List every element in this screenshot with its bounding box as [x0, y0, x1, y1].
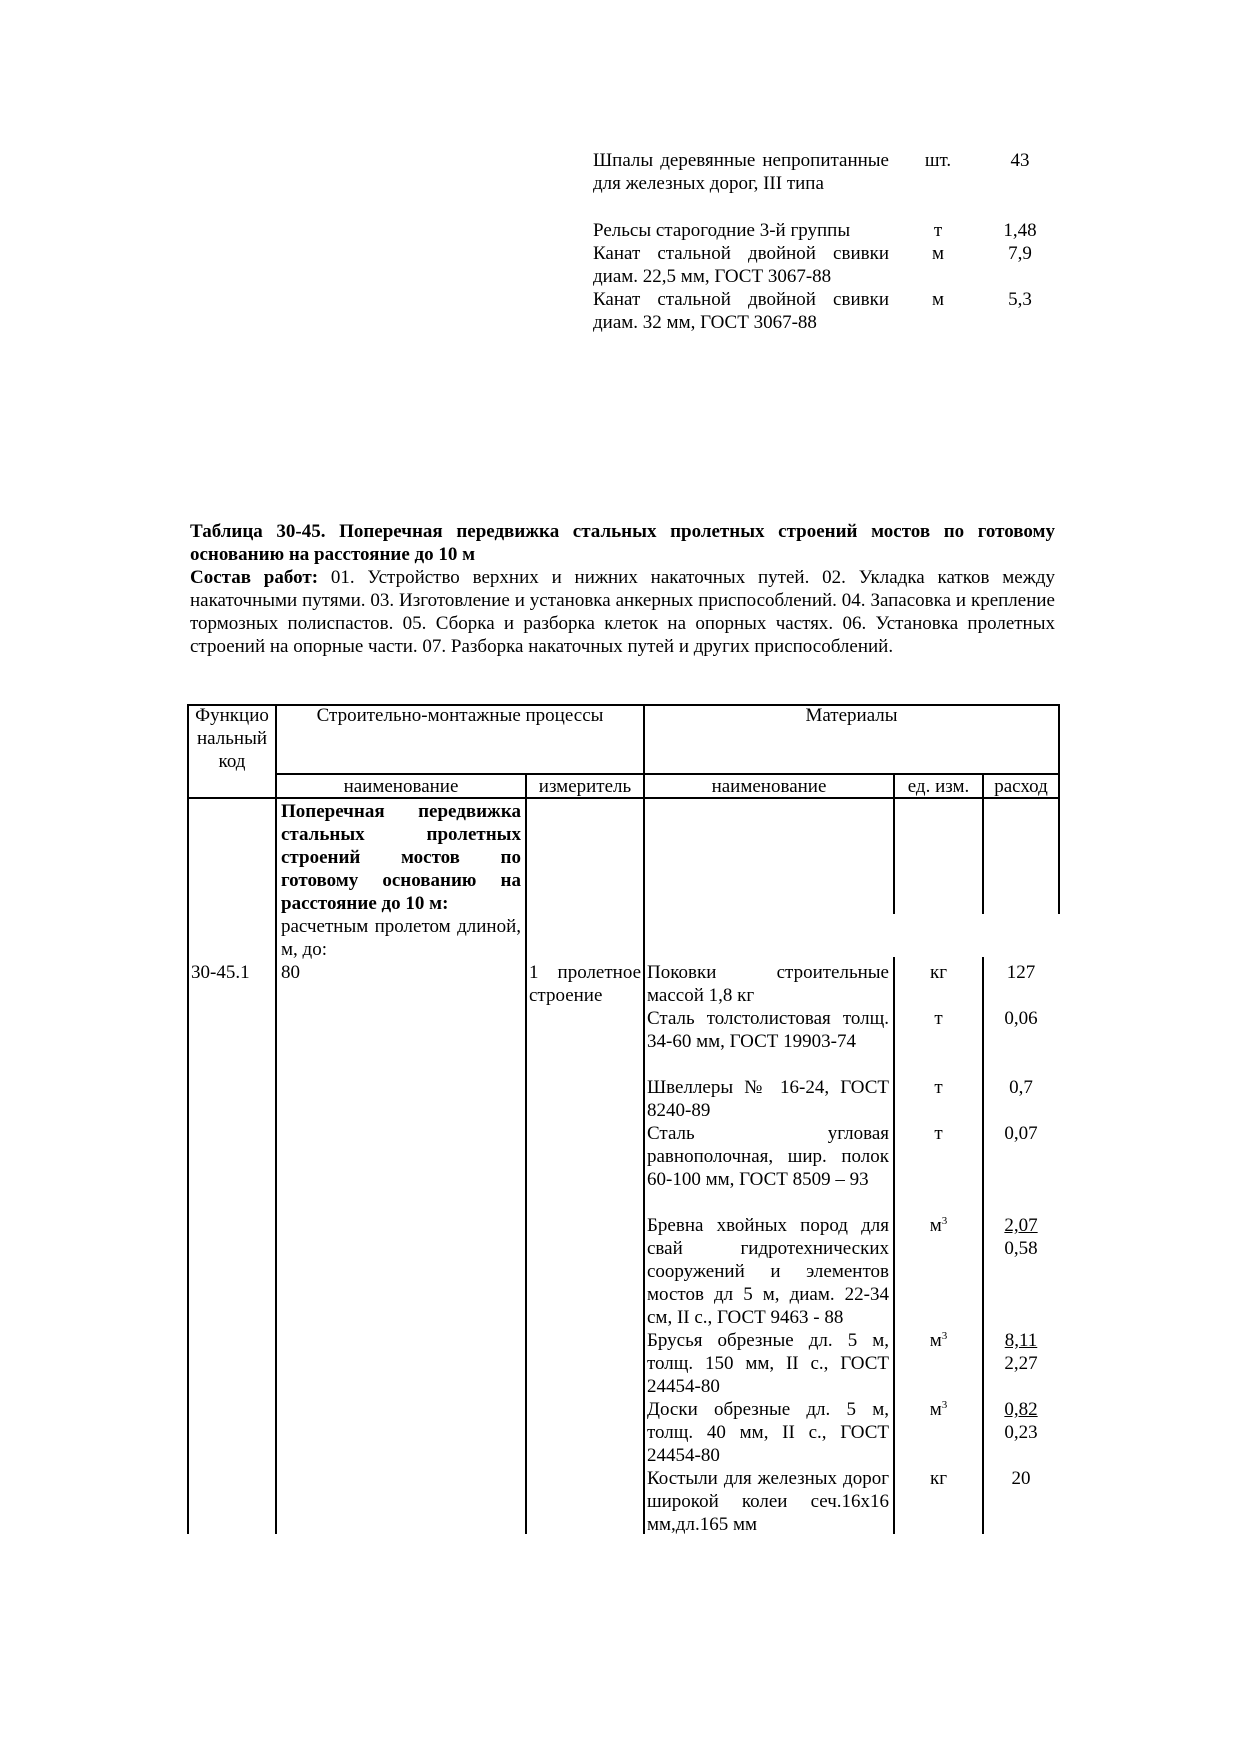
group-subtitle: расчетным пролетом длиной, м, до: — [281, 916, 521, 960]
material-qty — [984, 1214, 1058, 1260]
unit-superscript: 3 — [941, 1399, 948, 1411]
material-qty: 0,06 — [1004, 1008, 1038, 1029]
material-qty — [984, 1398, 1058, 1444]
border-col3 — [643, 704, 645, 1534]
top-material-unit: шт. — [924, 150, 952, 171]
material-qty: 0,07 — [1004, 1123, 1038, 1144]
unit-superscript: 3 — [941, 1215, 948, 1227]
top-material-unit: м — [931, 243, 945, 264]
material-name: Сталь толстолистовая толщ. 34-60 мм, ГОСТ 19903-74 — [647, 1008, 889, 1052]
table-title: Таблица 30-45. Поперечная передвижка стальных пролетных строений мостов по готовому основанию на расстояние до 10 м — [190, 521, 1055, 565]
header-processes: Строительно-монтажные процессы — [316, 705, 604, 726]
top-material-qty: 7,9 — [1008, 243, 1032, 264]
material-name: Доски обрезные дл. 5 м, толщ. 40 мм, II с., ГОСТ 24454-80 — [647, 1399, 889, 1466]
material-unit: т — [934, 1077, 943, 1098]
top-material-unit: т — [933, 220, 943, 241]
top-material-qty: 5,3 — [1008, 289, 1032, 310]
func-code: 30-45.1 — [191, 962, 250, 983]
unit-text: м — [929, 1215, 942, 1236]
top-material-name: Канат стальной двойной свивки диам. 32 мм, ГОСТ 3067-88 — [593, 289, 889, 333]
qty-underlined: 0,82 — [1004, 1399, 1038, 1420]
border-right — [1058, 704, 1060, 914]
composition-paragraph — [190, 566, 1055, 658]
header-name: наименование — [343, 776, 459, 797]
qty-secondary: 0,58 — [1004, 1238, 1038, 1259]
material-name: Поковки строительные массой 1,8 кг — [647, 962, 889, 1006]
material-name: Брусья обрезные дл. 5 м, толщ. 150 мм, II с., ГОСТ 24454-80 — [647, 1330, 889, 1397]
border-left — [187, 704, 189, 1534]
unit-superscript: 3 — [941, 1330, 948, 1342]
composition-text: 01. Устройство верхних и нижних накаточных путей. 02. Укладка катков между накаточными путями. 03. Изготовление и установка анкерных приспособлений. 04. Запасовка и крепление тормозных полиспастов. 05. Сборка и разборка клеток на опорных частях. 06. Установка пролетных строений на опорные части. 07. Разборка накаточных путей и других приспособлений. — [190, 567, 1055, 657]
material-name: Швеллеры № 16-24, ГОСТ 8240-89 — [647, 1077, 889, 1121]
qty-underlined: 8,11 — [1004, 1330, 1038, 1351]
top-material-name: Канат стальной двойной свивки диам. 22,5 мм, ГОСТ 3067-88 — [593, 243, 889, 287]
group-title: Поперечная передвижка стальных пролетных строений мостов по готовому основанию на расстояние до 10 м: — [281, 801, 521, 914]
header-measure: измеритель — [538, 776, 632, 797]
qty-secondary: 0,23 — [1004, 1422, 1038, 1443]
material-name: Костыли для железных дорог широкой колеи сеч.16х16 мм,дл.165 мм — [647, 1468, 889, 1535]
top-material-unit: м — [931, 289, 945, 310]
material-name: Сталь угловая равнополочная, шир. полок 60-100 мм, ГОСТ 8509 – 93 — [647, 1123, 889, 1190]
composition-label: Состав работ: — [190, 567, 319, 588]
material-unit — [895, 1398, 982, 1421]
material-unit: кг — [929, 962, 948, 983]
measure-value: 1 пролетное строение — [529, 962, 641, 1006]
material-unit: т — [934, 1123, 943, 1144]
material-qty: 127 — [1006, 962, 1036, 983]
unit-text: м — [929, 1330, 942, 1351]
header-func-code: Функцио нальный код — [195, 705, 269, 772]
material-qty: 20 — [1011, 1468, 1031, 1489]
qty-secondary: 2,27 — [1004, 1353, 1038, 1374]
top-material-name: Рельсы старогодние 3-й группы — [593, 220, 851, 241]
material-qty — [984, 1329, 1058, 1375]
border-col1 — [275, 704, 277, 1534]
border-col2 — [525, 773, 527, 1534]
material-unit — [895, 1329, 982, 1352]
material-name: Бревна хвойных пород для свай гидротехнических сооружений и элементов мостов дл 5 м, диам. 22-34 см, II с., ГОСТ 9463 - 88 — [647, 1215, 889, 1328]
unit-text: м — [929, 1399, 942, 1420]
top-material-name: Шпалы деревянные непропитанные для железных дорог, III типа — [593, 150, 889, 194]
header-materials: Материалы — [805, 705, 898, 726]
top-material-qty: 1,48 — [1003, 220, 1037, 241]
header-unit: ед. изм. — [907, 776, 970, 797]
header-consumption: расход — [994, 776, 1048, 797]
header-mat-name: наименование — [711, 776, 827, 797]
material-unit: кг — [929, 1468, 948, 1489]
top-material-qty: 43 — [1010, 150, 1030, 171]
material-unit: т — [934, 1008, 943, 1029]
span-value: 80 — [281, 962, 300, 983]
material-unit — [895, 1214, 982, 1237]
qty-underlined: 2,07 — [1004, 1215, 1038, 1236]
border-col4-lower — [893, 957, 895, 1534]
material-qty: 0,7 — [1009, 1077, 1033, 1098]
